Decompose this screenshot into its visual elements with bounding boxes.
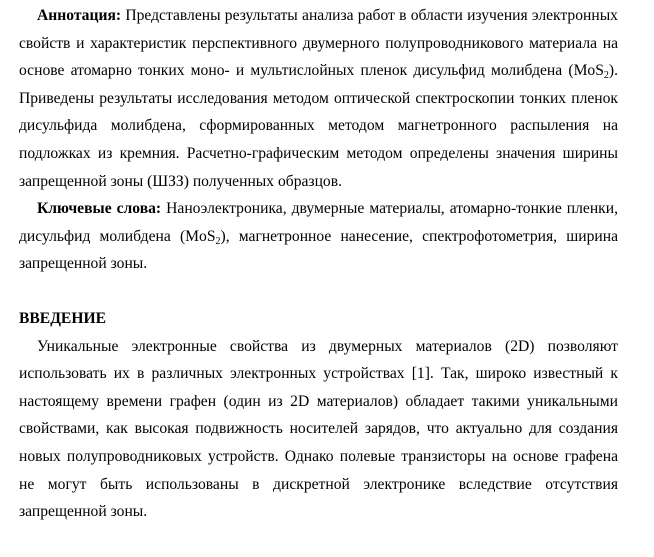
abstract-formula-subscript: 2 — [603, 70, 609, 82]
section-heading-introduction: ВВЕДЕНИЕ — [19, 309, 106, 327]
keywords-formula-subscript: 2 — [215, 235, 221, 247]
paper-page — [19, 2, 618, 526]
keywords-paragraph — [19, 195, 618, 278]
keywords-label: Ключевые слова: — [37, 200, 162, 218]
introduction-paragraph: Уникальные электронные свойства из двумерных материалов (2D) позволяют использовать их в различных электронных устройствах [1]. Так, широко известный к настоящему времени графен (один из 2D материалов) обладает такими уникальными свойствами, как высокая подвижность носителей зарядов, что актуально для создания новых полупроводниковых устройств. Однако полевые транзисторы на основе графена не могут быть использованы в дискретной электронике вследствие отсутствия запрещенной зоны. — [19, 337, 618, 521]
abstract-label: Аннотация: — [37, 7, 122, 24]
abstract-text-part2: ). Приведены результаты исследования методом оптической спектроскопии тонких пленок дисульфида молибдена, сформированных методом магнетронного распыления на подложках из кремния. Расчетно-графическим методом определены значения ширины запрещенной зоны (ШЗЗ) полученных образцов. — [19, 62, 618, 190]
abstract-text-part1: Представлены результаты анализа работ в области изучения электронных свойств и характеристик перспективного двумерного полупроводникового материала на основе атомарно тонких моно- и мультислойных пленок дисульфид молибдена (MoS — [19, 7, 618, 80]
abstract-paragraph — [19, 2, 618, 195]
keywords-text-part1: Наноэлектроника, двумерные материалы, атомарно-тонкие пленки, дисульфид молибдена (MoS — [19, 200, 618, 245]
keywords-text-part2: ), магнетронное нанесение, спектрофотометрия, ширина запрещенной зоны. — [19, 227, 618, 273]
